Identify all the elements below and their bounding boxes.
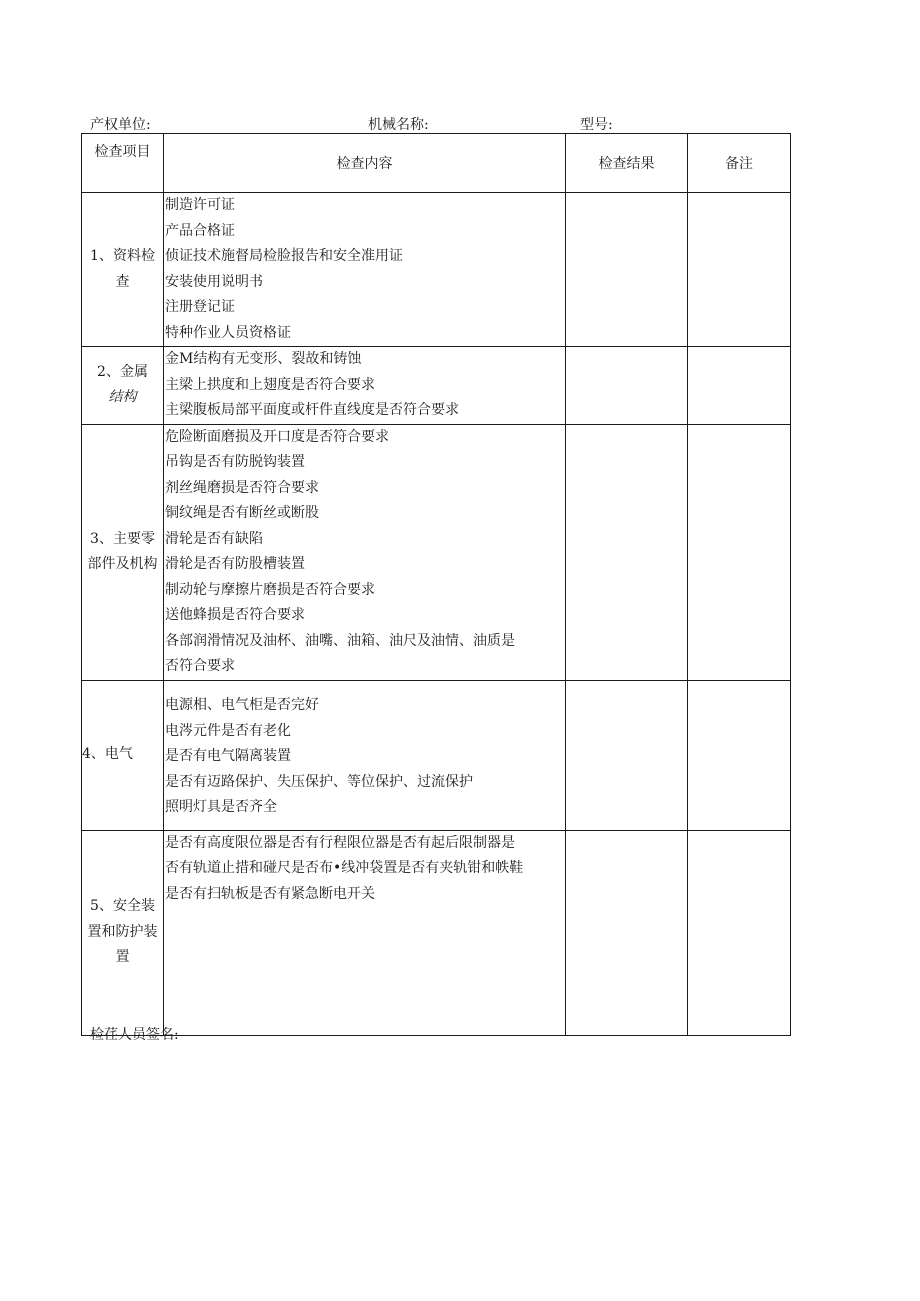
content-cell [164, 830, 566, 1035]
content-line: 侦证技术施督局检脸报告和安全准用证 [165, 248, 403, 264]
remark-cell[interactable] [688, 193, 791, 347]
content-line: 是否有迈路保护、失压保护、等位保护、过流保护 [165, 773, 473, 790]
col-header-item: 检查项目 [82, 134, 164, 193]
category-line: 3、主要零 [90, 530, 155, 547]
content-line: 各部润滑情况及油杯、油嘴、油箱、油尺及油情、油质是 [165, 632, 515, 649]
content-cell [164, 680, 566, 830]
col-header-remark: 备注 [688, 134, 791, 193]
category-line: 置和防护装 [87, 923, 158, 940]
content-line: 是否有扫轨板是否有紧急断电开关 [165, 885, 375, 902]
content-line: 否符合要求 [165, 658, 235, 674]
result-cell[interactable] [566, 830, 688, 1035]
content-cell [164, 424, 566, 680]
category-line: 4、电气 [82, 746, 133, 763]
content-line: 主梁腹板局部平面度或杆件直线度是否符合要求 [165, 402, 459, 418]
category-line: 置 [115, 949, 130, 966]
content-line: 安装使用说明书 [165, 273, 263, 290]
content-line: 注册登记证 [165, 299, 235, 315]
category-cell [82, 424, 164, 680]
table-row [82, 347, 791, 425]
content-line: 电涔元件是否有老化 [165, 722, 291, 739]
content-cell [164, 347, 566, 425]
model-label: 型号: [580, 117, 613, 133]
category-line: 1、资料检 [90, 248, 155, 264]
content-line: 制动轮与摩擦片磨损是否符合要求 [165, 581, 375, 598]
remark-cell[interactable] [688, 830, 791, 1035]
content-line: 危险断面磨损及开口度是否符合要求 [165, 428, 389, 445]
category-cell [82, 830, 164, 1035]
remark-cell[interactable] [688, 347, 791, 425]
machine-name-label: 机械名称: [368, 117, 429, 133]
content-line: 照明灯具是否齐全 [165, 799, 277, 816]
table-row [82, 830, 791, 1035]
result-cell[interactable] [566, 424, 688, 680]
content-line: 铜纹绳是否有断丝或断股 [165, 505, 319, 521]
content-line: 剂丝绳磨损是否符合要求 [165, 479, 319, 496]
category-line: 查 [115, 273, 130, 290]
content-line: 吊钩是否有防脱钩装置 [165, 454, 305, 470]
category-cell [82, 680, 164, 830]
content-line: 滑轮是否有防股槽装置 [165, 556, 305, 572]
owner-label: 产权单位: [90, 117, 151, 133]
content-line: 特种作业人员资格证 [165, 324, 291, 341]
remark-cell[interactable] [688, 680, 791, 830]
content-line: 是否有高度限位器是否有行程限位器是否有起后限制器是 [165, 834, 515, 851]
content-line: 否有轨道止措和碰尺是否布•线冲袋置是否有夹轨钳和帙鞋 [165, 860, 524, 876]
content-line: 是否有电气隔离装置 [165, 748, 291, 765]
table-row [82, 680, 791, 830]
category-line: 部件及机构 [87, 556, 158, 572]
content-line: 制造许可证 [165, 197, 235, 213]
col-header-content: 检查内容 [164, 134, 566, 193]
content-cell [164, 193, 566, 347]
table-header-row [82, 134, 791, 193]
table-row [82, 193, 791, 347]
result-cell[interactable] [566, 193, 688, 347]
table-row [82, 424, 791, 680]
category-line: 5、安全装 [90, 898, 155, 915]
remark-cell[interactable] [688, 424, 791, 680]
content-line: 电源相、电气柜是否完好 [165, 697, 319, 714]
inspection-table [81, 133, 791, 1036]
col-header-result: 检查结果 [566, 134, 688, 193]
content-line: 主梁上拱度和上翅度是否符合要求 [165, 376, 375, 393]
content-line: 滑轮是否有缺陷 [165, 530, 263, 547]
category-cell [82, 347, 164, 425]
content-line: 金M结构有无变形、裂故和铸蚀 [165, 351, 362, 367]
result-cell[interactable] [566, 347, 688, 425]
inspector-signature-label: 检荏人员签名: [90, 1027, 179, 1043]
content-line: 送他蜂损是否符合要求 [165, 607, 305, 623]
category-line: 结构 [108, 389, 137, 406]
content-line: 产品合格证 [165, 222, 235, 239]
category-line: 2、金属 [97, 363, 148, 380]
result-cell[interactable] [566, 680, 688, 830]
category-cell [82, 193, 164, 347]
